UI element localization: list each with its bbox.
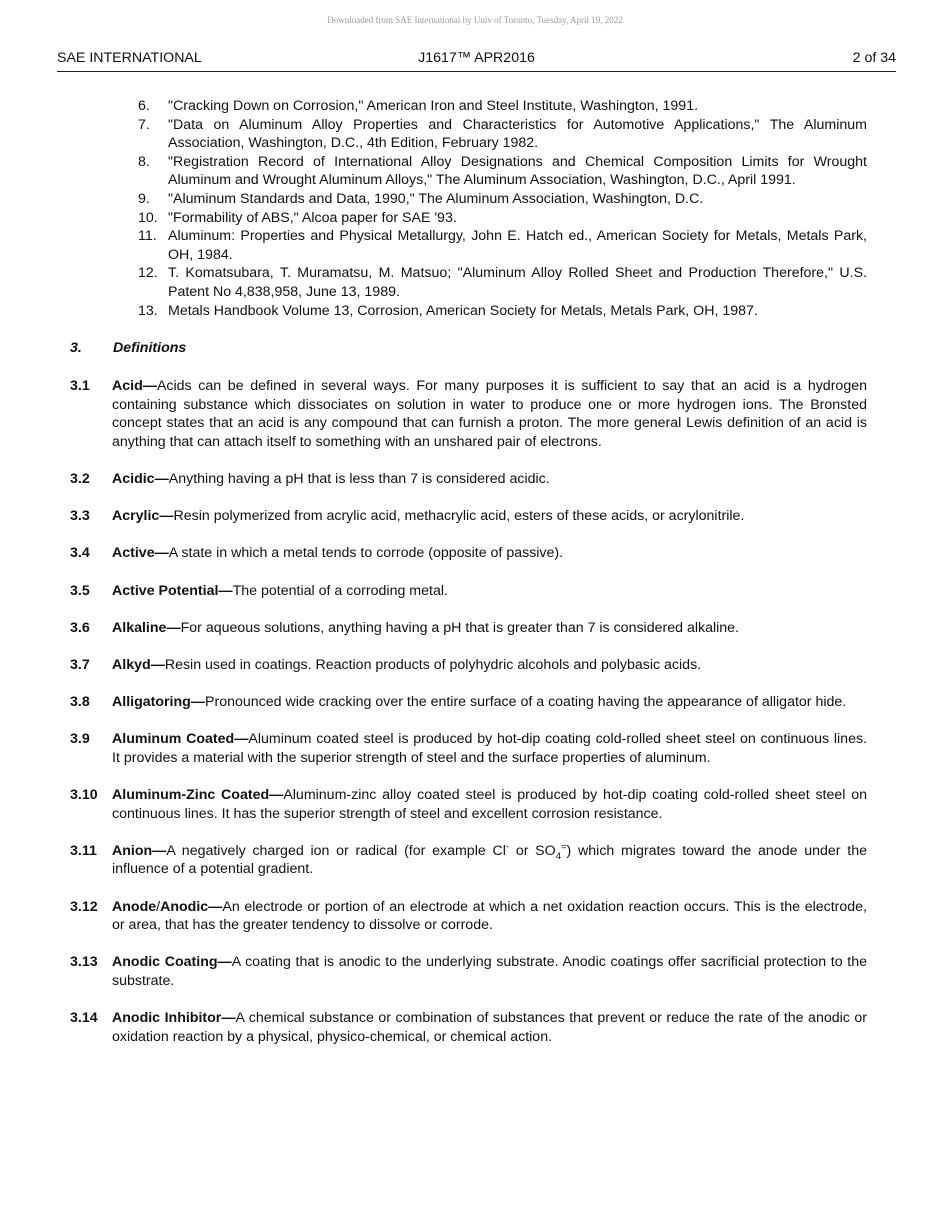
definition-term: Aluminum-Zinc Coated—	[112, 787, 284, 804]
definition-item	[70, 377, 867, 451]
reference-number: 6.	[138, 98, 150, 114]
reference-text: "Data on Aluminum Alloy Properties and Characteristics for Automotive Applications," The Aluminum Association, Washington, D.C., 4th Edition, February 1982.	[168, 116, 867, 152]
definition-number: 3.11	[70, 842, 97, 859]
reference-item	[138, 264, 867, 301]
definition-term: Anodic Coating—	[112, 954, 232, 971]
definition-number: 3.6	[70, 619, 90, 636]
definition-number: 3.9	[70, 731, 90, 748]
reference-number: 13.	[138, 302, 158, 319]
reference-text: Aluminum: Properties and Physical Metallurgy, John E. Hatch ed., American Society for Metals, Metals Park, OH, 1984.	[168, 228, 867, 263]
definition-item	[70, 730, 867, 767]
definition-term-separator: /	[156, 898, 161, 915]
reference-item	[138, 116, 867, 153]
definition-text: A chemical substance or combination of substances that prevent or reduce the rate of the anodic or oxidation reaction by a physical, physico-chemical, or chemical action.	[112, 1010, 867, 1045]
publisher-name: SAE INTERNATIONAL	[57, 50, 202, 66]
definition-item	[70, 693, 867, 712]
definition-item	[70, 656, 867, 675]
definition-number: 3.7	[70, 656, 90, 673]
chloride-charge-superscript: -	[505, 841, 510, 853]
definition-text: Resin used in coatings. Reaction products of polyhydric alcohols and polybasic acids.	[164, 656, 702, 673]
definition-term: Anodic Inhibitor—	[112, 1010, 236, 1027]
definition-number: 3.1	[70, 378, 90, 394]
definition-term: Acid—	[112, 378, 157, 394]
definition-text: Resin polymerized from acrylic acid, methacrylic acid, esters of these acids, or acrylonitrile.	[173, 508, 745, 525]
definition-number: 3.3	[70, 508, 90, 525]
definition-number: 3.10	[70, 787, 98, 804]
definition-text: Aluminum coated steel is produced by hot-dip coating cold-rolled sheet steel on continuous lines. It provides a material with the superior strength of steel and the surface properties of aluminum.	[112, 731, 867, 766]
reference-item	[138, 302, 867, 321]
definition-number: 3.12	[70, 898, 98, 915]
definition-text: A state in which a metal tends to corrode (opposite of passive).	[168, 545, 564, 562]
reference-number: 12.	[138, 265, 158, 282]
definition-text-part: or SO	[509, 842, 556, 859]
definition-number: 3.4	[70, 545, 90, 562]
definition-item	[70, 953, 867, 990]
reference-text: "Formability of ABS," Alcoa paper for SAE '93.	[168, 209, 457, 226]
download-watermark: Downloaded from SAE International by Univ of Toronto, Tuesday, April 19, 2022	[327, 15, 623, 25]
definition-text: An electrode or portion of an electrode at which a net oxidation reaction occurs. This is the electrode, or area, that has the greater tendency to dissolve or corrode.	[112, 898, 867, 934]
definition-item	[70, 582, 867, 601]
reference-text: "Aluminum Standards and Data, 1990," The Aluminum Association, Washington, D.C.	[168, 190, 704, 207]
reference-item	[138, 227, 867, 264]
reference-number: 7.	[138, 116, 150, 133]
definition-term: Alkyd—	[112, 656, 165, 673]
section-title: Definitions	[113, 340, 187, 356]
reference-text: Metals Handbook Volume 13, Corrosion, American Society for Metals, Metals Park, OH, 1987.	[168, 302, 758, 319]
definition-text: Acids can be defined in several ways. For many purposes it is sufficient to say that an acid is a hydrogen containing substance which dissociates on solution in water to produce one or more hydrogen ions. The Bronsted concept states that an acid is any compound that can furnish a proton. The more general Lewis definition of an acid is anything that can attach itself to something with an unshared pair of electrons.	[112, 378, 867, 450]
definition-item	[70, 507, 867, 526]
definition-item	[70, 544, 867, 563]
definition-item	[70, 898, 867, 935]
definition-text: The potential of a corroding metal.	[232, 582, 448, 599]
definition-item	[70, 619, 867, 638]
definition-text: For aqueous solutions, anything having a pH that is greater than 7 is considered alkaline.	[180, 619, 739, 636]
definition-term: Anion—	[112, 842, 167, 859]
definition-text: Pronounced wide cracking over the entire surface of a coating having the appearance of alligator hide.	[205, 694, 847, 711]
reference-number: 9.	[138, 190, 150, 207]
definition-term: Alkaline—	[112, 619, 181, 636]
reference-number: 10.	[138, 209, 158, 226]
definition-text: Aluminum-zinc alloy coated steel is produced by hot-dip coating cold-rolled sheet steel on continuous lines. It has the superior strength of steel and excellent corrosion resistance.	[112, 787, 867, 822]
definition-number: 3.13	[70, 954, 98, 971]
definition-text-part: A negatively charged ion or radical (for example Cl	[166, 842, 506, 859]
reference-item	[138, 190, 867, 209]
definition-number: 3.14	[70, 1010, 98, 1027]
reference-text: "Registration Record of International Alloy Designations and Chemical Composition Limits for Wrought Aluminum and Wrought Aluminum Alloys," The Aluminum Association, Washington, D.C., April 1991.	[168, 153, 867, 189]
definition-term: Anodic—	[160, 898, 223, 915]
definitions-list	[70, 377, 867, 1065]
definition-item	[70, 842, 867, 879]
definition-number: 3.8	[70, 694, 90, 711]
reference-number: 8.	[138, 153, 150, 170]
definition-item	[70, 1009, 867, 1046]
reference-item	[138, 97, 867, 116]
reference-item	[138, 209, 867, 228]
sulfate-charge-superscript: =	[560, 841, 567, 853]
definition-term: Active—	[112, 545, 169, 562]
definition-term: Anode	[112, 898, 157, 915]
definition-text: A coating that is anodic to the underlying substrate. Anodic coatings offer sacrificial protection to the substrate.	[112, 954, 867, 989]
reference-number: 11.	[138, 228, 157, 245]
reference-item	[138, 153, 867, 190]
definition-text: Anything having a pH that is less than 7 is considered acidic.	[168, 470, 550, 487]
sulfate-subscript: 4	[555, 850, 561, 862]
definition-term: Acrylic—	[112, 508, 174, 525]
section-heading	[70, 340, 186, 356]
document-number: J1617™ APR2016	[418, 50, 535, 66]
reference-text: "Cracking Down on Corrosion," American Iron and Steel Institute, Washington, 1991.	[168, 98, 699, 114]
page-header	[57, 49, 896, 72]
page-number: 2 of 34	[852, 50, 896, 66]
definition-item	[70, 786, 867, 823]
definition-text-part: ) which migrates toward the anode under the influence of a potential gradient.	[112, 842, 867, 878]
definition-term: Acidic—	[112, 470, 169, 487]
definition-term: Alligatoring—	[112, 694, 206, 711]
definition-item	[70, 470, 867, 489]
definition-term: Aluminum Coated—	[112, 731, 249, 748]
reference-text: T. Komatsubara, T. Muramatsu, M. Matsuo; "Aluminum Alloy Rolled Sheet and Production Therefore," U.S. Patent No 4,838,958, June 13, 1989.	[168, 265, 867, 300]
definition-number: 3.2	[70, 470, 90, 487]
definition-number: 3.5	[70, 582, 90, 599]
section-number: 3.	[70, 340, 82, 356]
definition-term: Active Potential—	[112, 582, 233, 599]
reference-list	[138, 97, 867, 320]
